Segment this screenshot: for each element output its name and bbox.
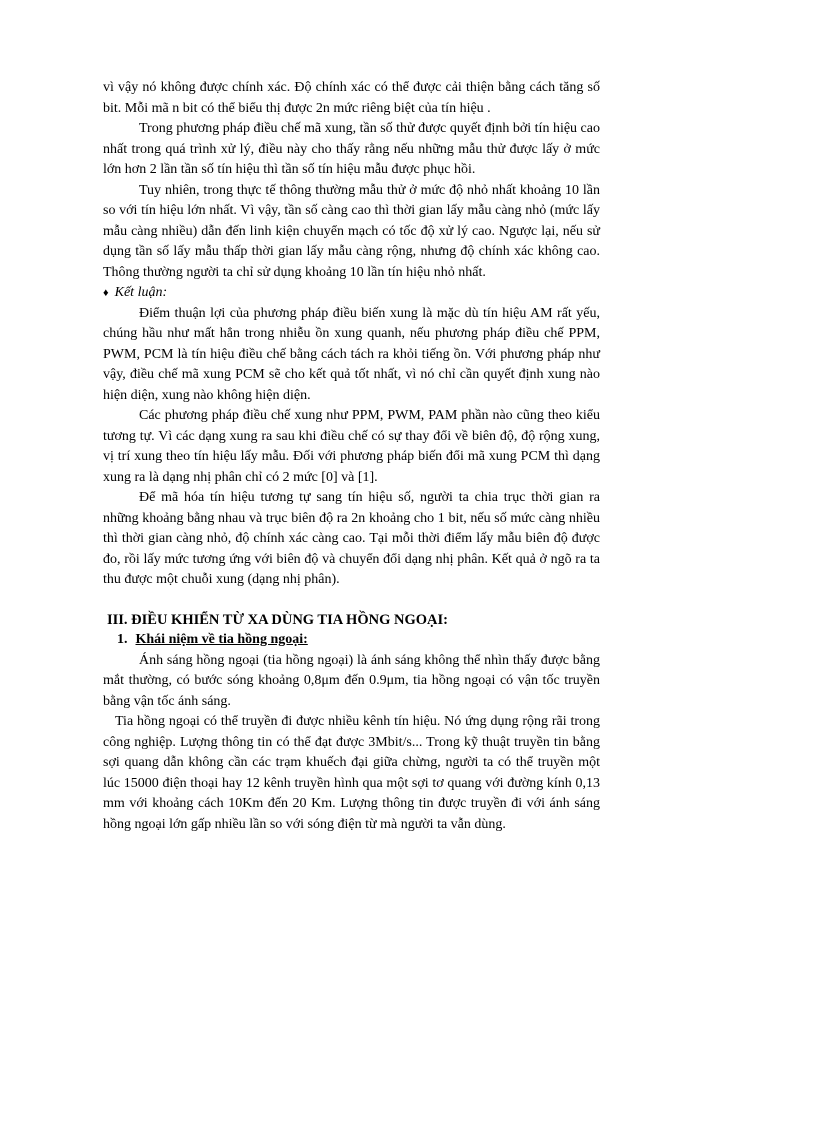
paragraph-sampling-frequency: Trong phương pháp điều chế mã xung, tần số thử được quyết định bởi tín hiệu cao nhất trong quá trình xử lý, điều này cho thấy rằng nếu những mẫu thử được lấy ở mức lớn hơn 2 lần tần số tín hiệu thì tần số tín hiệu mẫu được phục hồi. [103, 121, 600, 177]
paragraph-bit-precision: vì vậy nó không được chính xác. Độ chính xác có thể được cải thiện bằng cách tăng số bit. Mỗi mã n bit có thể biểu thị được 2n mức riêng biệt của tín hiệu . [103, 80, 600, 116]
diamond-bullet-icon: ♦ [103, 287, 109, 299]
paragraph-pulse-advantage: Điểm thuận lợi của phương pháp điều biến xung là mặc dù tín hiệu AM rất yếu, chúng hầu như mất hẳn trong nhiễu ồn xung quanh, nếu phương pháp điều chế PPM, PWM, PCM là tín hiệu điều chế bằng cách tách ra khỏi tiếng ồn. Với phương pháp như vậy, điều chế mã xung PCM sẽ cho kết quả tốt nhất, vì nó chỉ cần quyết định xung nào hiện diện, xung nào không hiện diện. [103, 305, 600, 403]
subsection-heading [117, 630, 600, 651]
paragraph-infrared-definition: Ánh sáng hồng ngoại (tia hồng ngoại) là ánh sáng không thể nhìn thấy được bằng mắt thường, có bước sóng khoảng 0,8μm đến 0.9μm, tia hồng ngoại có vận tốc truyền bằng vận tốc ánh sáng. [103, 652, 600, 709]
subsection-title: Khái niệm về tia hồng ngoại: [135, 632, 308, 647]
paragraph-practical-sampling: Tuy nhiên, trong thực tế thông thường mẫu thử ở mức độ nhỏ nhất khoảng 10 lần so với tín hiệu lớn nhất. Vì vậy, tần số càng cao thì thời gian lấy mẫu càng nhỏ (mức lấy mẫu càng nhiều) dẫn đến linh kiện chuyển mạch có tốc độ xử lý cao. Ngược lại, nếu sử dụng tần số lấy mẫu thấp thời gian lấy mẫu càng rộng, nhưng độ chính xác không cao. Thông thường người ta chỉ sử dụng khoảng 10 lần tín hiệu nhỏ nhất. [103, 182, 600, 280]
paragraph-encoding: Để mã hóa tín hiệu tương tự sang tín hiệu số, người ta chia trục thời gian ra những khoảng bằng nhau và trục biên độ ra 2n khoảng cho 1 bit, nếu số mức càng nhiều thì thời gian càng nhỏ, độ chính xác càng cao. Tại mỗi thời điểm lấy mẫu biên độ được đo, rồi lấy mức tương ứng với biên độ và chuyển đổi dạng nhị phân. Kết quả ở ngõ ra ta thu được một chuỗi xung (dạng nhị phân). [103, 490, 600, 587]
body-text [103, 78, 600, 835]
subsection-number: 1. [117, 632, 128, 647]
paragraph-infrared-transmission: Tia hồng ngoại có thể truyền đi được nhiều kênh tín hiệu. Nó ứng dụng rộng rãi trong công nghiệp. Lượng thông tin có thể đạt được 3Mbit/s... Trong kỹ thuật truyền tin bằng sợi quang dẫn không cần các trạm khuếch đại giữa chừng, người ta có thể truyền một lúc 15000 điện thoại hay 12 kênh truyền hình qua một sợi tơ quang với đường kính 0,13 mm với khoảng cách 10Km đến 20 Km. Lượng thông tin được truyền đi với ánh sáng hồng ngoại lớn gấp nhiều lần so với sóng điện từ mà người ta vẫn dùng. [103, 714, 600, 832]
paragraph-pulse-methods: Các phương pháp điều chế xung như PPM, PWM, PAM phần nào cũng theo kiểu tương tự. Vì các dạng xung ra sau khi điều chế có sự thay đổi về biên độ, độ rộng xung, vị trí xung theo tín hiệu lấy mẫu. Đối với phương pháp biến đổi mã xung PCM thì dạng xung ra là dạng nhị phân chỉ có 2 mức [0] và [1]. [103, 408, 600, 485]
conclusion-label: Kết luận: [114, 285, 168, 300]
conclusion-line [103, 283, 600, 304]
section-heading: III. ĐIỀU KHIỂN TỪ XA DÙNG TIA HỒNG NGOẠI: [107, 611, 448, 628]
